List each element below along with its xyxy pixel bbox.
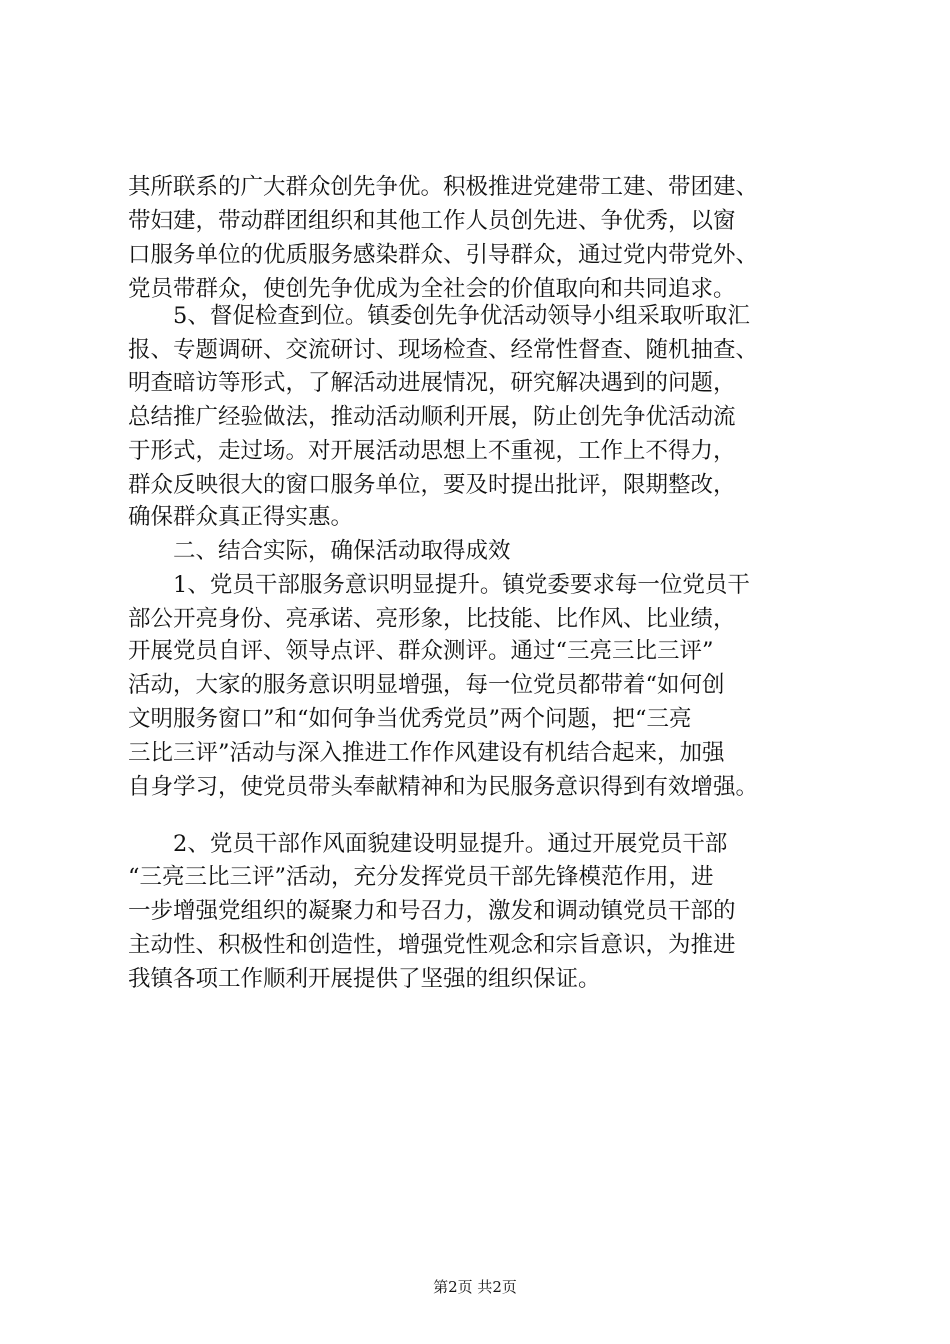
body-line: 我镇各项工作顺利开展提供了坚强的组织保证。 (128, 966, 601, 992)
body-line: 5、督促检查到位。镇委创先争优活动领导小组采取听取汇 (128, 303, 750, 329)
body-line: 开展党员自评、领导点评、群众测评。通过“三亮三比三评” (128, 638, 714, 664)
body-line: 总结推广经验做法，推动活动顺利开展，防止创先争优活动流 (128, 404, 736, 430)
body-line: 于形式，走过场。对开展活动思想上不重视，工作上不得力， (128, 438, 736, 464)
body-line: 党员带群众，使创先争优成为全社会的价值取向和共同追求。 (128, 276, 736, 302)
body-line: 一步增强党组织的凝聚力和号召力，激发和调动镇党员干部的 (128, 898, 736, 924)
body-line: 部公开亮身份、亮承诺、亮形象，比技能、比作风、比业绩， (128, 606, 736, 632)
body-line: 其所联系的广大群众创先争优。积极推进党建带工建、带团建、 (128, 174, 759, 200)
body-line: 主动性、积极性和创造性，增强党性观念和宗旨意识，为推进 (128, 932, 736, 958)
body-line: 报、专题调研、交流研讨、现场检查、经常性督查、随机抽查、 (128, 337, 759, 363)
section-heading: 二、结合实际，确保活动取得成效 (128, 538, 511, 564)
body-line: 明查暗访等形式，了解活动进展情况，研究解决遇到的问题， (128, 370, 736, 396)
body-line: 群众反映很大的窗口服务单位，要及时提出批评，限期整改， (128, 472, 736, 498)
body-line: 活动，大家的服务意识明显增强，每一位党员都带着“如何创 (128, 672, 725, 698)
body-line: 2、党员干部作风面貌建设明显提升。通过开展党员干部 (128, 831, 728, 857)
body-line: 文明服务窗口”和“如何争当优秀党员”两个问题，把“三亮 (128, 706, 692, 732)
body-line: 口服务单位的优质服务感染群众、引导群众，通过党内带党外、 (128, 242, 759, 268)
body-line: 三比三评”活动与深入推进工作作风建设有机结合起来，加强 (128, 740, 725, 766)
body-line: 自身学习，使党员带头奉献精神和为民服务意识得到有效增强。 (128, 774, 759, 800)
body-line: “三亮三比三评”活动，充分发挥党员干部先锋模范作用，进 (128, 864, 714, 890)
page-number-footer: 第2页 共2页 (433, 1278, 517, 1296)
body-line: 1、党员干部服务意识明显提升。镇党委要求每一位党员干 (128, 572, 750, 598)
body-line: 确保群众真正得实惠。 (128, 504, 354, 530)
body-line: 带妇建，带动群团组织和其他工作人员创先进、争优秀，以窗 (128, 208, 736, 234)
